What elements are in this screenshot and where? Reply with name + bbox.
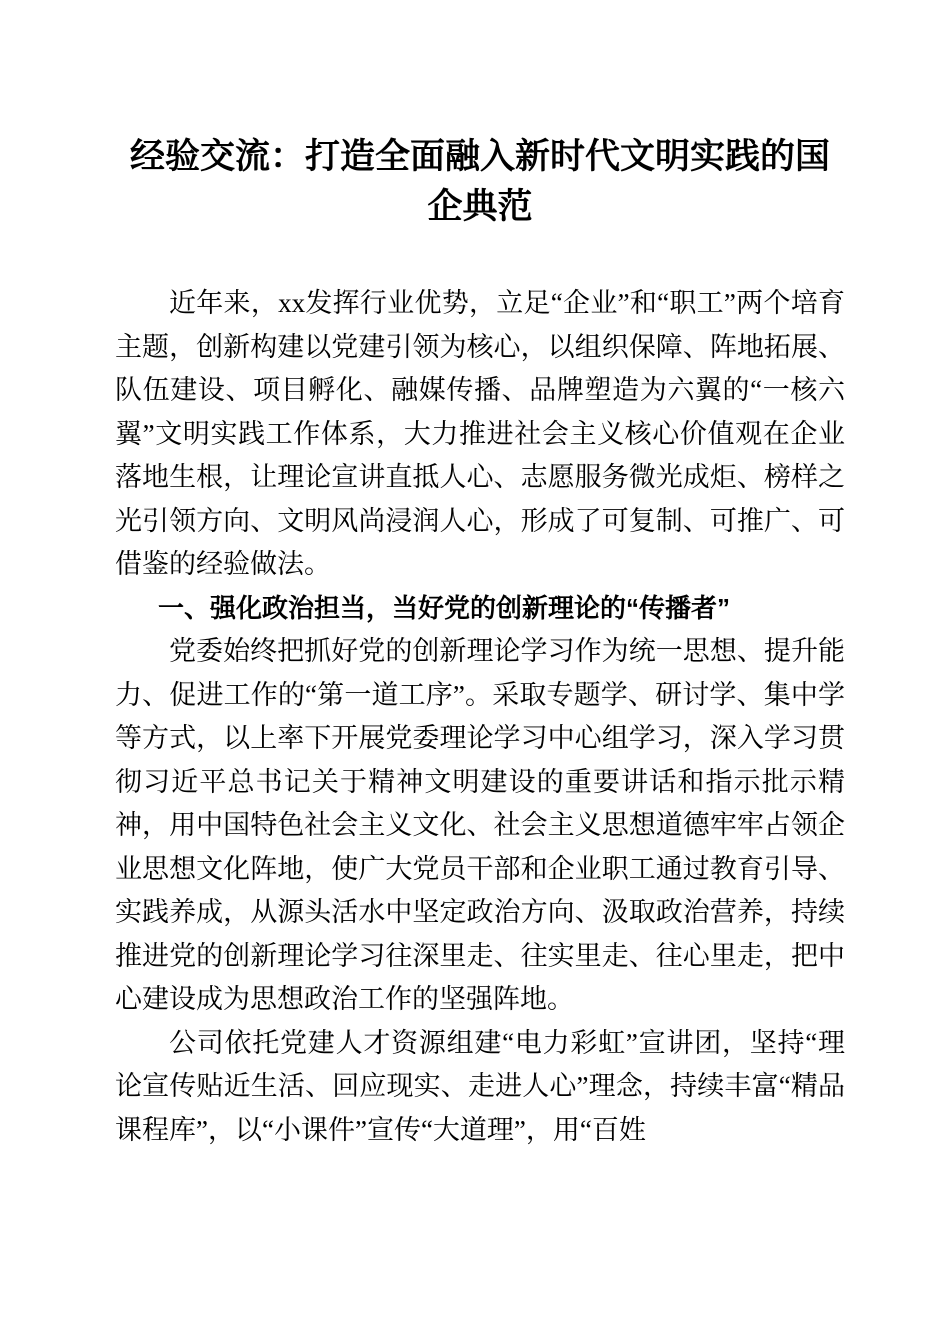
document-title: 经验交流：打造全面融入新时代文明实践的国企典范	[129, 137, 830, 226]
section-one-heading: 一、强化政治担当，当好党的创新理论的“传播者”	[158, 592, 731, 623]
intro-paragraph: 近年来，xx发挥行业优势，立足“企业”和“职工”两个培育主题，创新构建以党建引领为核心，以组织保障、阵地拓展、队伍建设、项目孵化、融媒传播、品牌塑造为六翼的“一核六翼”文明实践工作体系，大力推进社会主义核心价值观在企业落地生根，让理论宣讲直抵人心、志愿服务微光成炬、榜样之光引领方向、文明风尚浸润人心，形成了可复制、可推广、可借鉴的经验做法。	[115, 288, 845, 579]
section-one-paragraph-1: 党委始终把抓好党的创新理论学习作为统一思想、提升能力、促进工作的“第一道工序”。采取专题学、研讨学、集中学等方式，以上率下开展党委理论学习中心组学习，深入学习贯彻习近平总书记关于精神文明建设的重要讲话和指示批示精神，用中国特色社会主义文化、社会主义思想道德牢牢占领企业思想文化阵地，使广大党员干部和企业职工通过教育引导、实践养成，从源头活水中坚定政治方向、汲取政治营养，持续推进党的创新理论学习往深里走、往实里走、往心里走，把中心建设成为思想政治工作的坚强阵地。	[115, 636, 845, 1014]
section-one-paragraph-2: 公司依托党建人才资源组建“电力彩虹”宣讲团，坚持“理论宣传贴近生活、回应现实、走进人心”理念，持续丰富“精品课程库”，以“小课件”宣传“大道理”，用“百姓	[115, 1027, 845, 1145]
